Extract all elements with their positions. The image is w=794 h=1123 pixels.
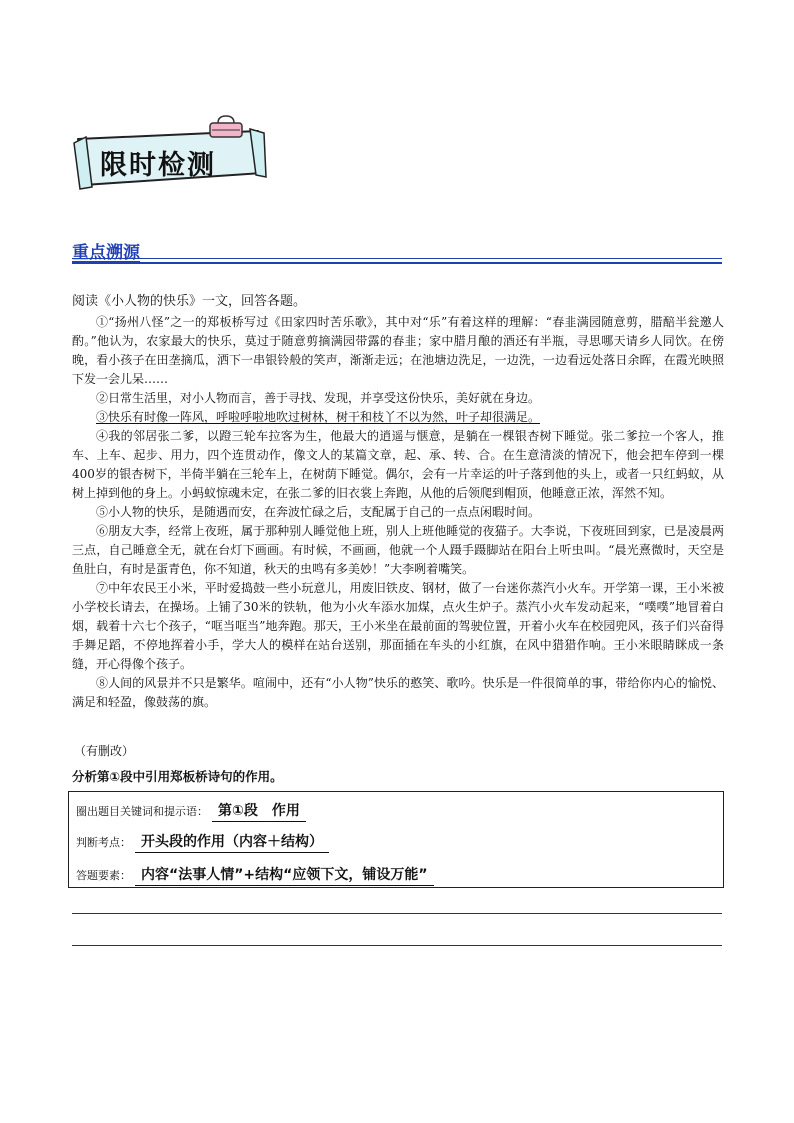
question-text: 分析第①段中引用郑板桥诗句的作用。 bbox=[72, 769, 283, 784]
underlined-sentence: ③快乐有时像一阵风，呼啦呼啦地吹过树林，树干和枝丫不以为然，叶子却很满足。 bbox=[96, 410, 541, 424]
guide-value-keywords: 第①段 作用 bbox=[212, 800, 306, 822]
guide-value-elements: 内容“法事人情”+结构“应领下文，铺设万能” bbox=[135, 864, 434, 886]
section-divider bbox=[72, 258, 722, 259]
guide-label-testpoint: 判断考点： bbox=[76, 836, 131, 849]
section-title: 重点溯源 bbox=[72, 243, 140, 263]
paragraph-4: ④我的邻居张二爹，以蹬三轮车拉客为生，他最大的逍遥与惬意，是躺在一棵银杏树下睡觉。张二爹拉一个客人，推车、上车、起步、用力，四个连贯动作，像文人的某篇文章，起、承、转、合。在生意清淡的情况下，他会把车停到一棵400岁的银杏树下，半倚半躺在三轮车上，在树荫下睡觉。偶尔，会有一片幸运的叶子落到他的头上，或者一只红蚂蚁，从树上掉到他的身上。小蚂蚁惊魂未定，在张二爹的旧衣裳上奔跑，从他的后领爬到帽顶，他睡意正浓，浑然不知。 bbox=[72, 429, 724, 500]
answer-line[interactable] bbox=[72, 945, 722, 946]
binder-clip-icon bbox=[206, 115, 246, 141]
guide-value-testpoint: 开头段的作用（内容＋结构） bbox=[135, 831, 329, 853]
reading-instruction: 阅读《小人物的快乐》一文，回答各题。 bbox=[72, 294, 307, 309]
guide-label-elements: 答题要素： bbox=[76, 869, 131, 882]
paragraph-7: ⑦中年农民王小米，平时爱捣鼓一些小玩意儿，用废旧铁皮、钢材，做了一台迷你蒸汽小火车。开学第一课，王小米被小学校长请去，在操场。上铺了30米的铁轨，他为小火车添水加煤，点火生炉子。蒸汽小火车发动起来，“噗噗”地冒着白烟，载着十六七个孩子，“哐当哐当”地奔跑。那天，王小米坐在最前面的驾驶位置，开着小火车在校园兜风，孩子们兴奋得手舞足蹈，不停地挥着小手，学大人的模样在站台送别，那面插在车头的小红旗，在风中猎猎作响。王小米眼睛眯成一条缝，开心得像个孩子。 bbox=[72, 581, 724, 671]
banner-title: 限时检测 bbox=[100, 150, 216, 181]
article-body bbox=[72, 313, 724, 712]
guide-row-elements bbox=[76, 864, 434, 886]
paragraph-5: ⑤小人物的快乐，是随遇而安，在奔波忙碌之后，支配属于自己的一点点闲暇时间。 bbox=[96, 505, 541, 519]
paragraph-2: ②日常生活里，对小人物而言，善于寻找、发现，并享受这份快乐，美好就在身边。 bbox=[96, 391, 541, 405]
paragraph-1: ①“扬州八怪”之一的郑板桥写过《田家四时苦乐歌》，其中对“乐”有着这样的理解：“春韭满园随意剪，腊醅半瓮邀人酌。”他认为，农家最大的快乐，莫过于随意剪摘满园带露的春韭；家中腊月酿的酒还有半瓶，寻思哪天请乡人同饮。在傍晚，看小孩子在田垄摘瓜，洒下一串银铃般的笑声，渐渐走远；在池塘边洗足，一边洗，一边看远处落日余晖，在霞光映照下发一会儿呆…… bbox=[72, 315, 724, 386]
paragraph-6: ⑥朋友大李，经常上夜班，属于那种别人睡觉他上班，别人上班他睡觉的夜猫子。大李说，下夜班回到家，已是凌晨两三点，自己睡意全无，就在台灯下画画。有时候，不画画，他就一个人蹑手蹑脚站在阳台上听虫叫。“晨光熹微时，天空是鱼肚白，有时是蛋青色，你不知道，秋天的虫鸣有多美妙！”大李咧着嘴笑。 bbox=[72, 524, 724, 576]
guide-row-keywords bbox=[76, 800, 306, 822]
guide-row-testpoint bbox=[76, 831, 329, 853]
paragraph-3 bbox=[72, 408, 724, 427]
answer-line[interactable] bbox=[72, 913, 722, 914]
source-note: （有删改） bbox=[74, 744, 135, 758]
guide-label-keywords: 圈出题目关键词和提示语： bbox=[76, 805, 208, 818]
paragraph-8: ⑧人间的风景并不只是繁华。喧闹中，还有“小人物”快乐的憨笑、歌吟。快乐是一件很简单的事，带给你内心的愉悦、满足和轻盈，像鼓荡的旗。 bbox=[72, 676, 724, 709]
section-divider-thick bbox=[72, 262, 722, 264]
